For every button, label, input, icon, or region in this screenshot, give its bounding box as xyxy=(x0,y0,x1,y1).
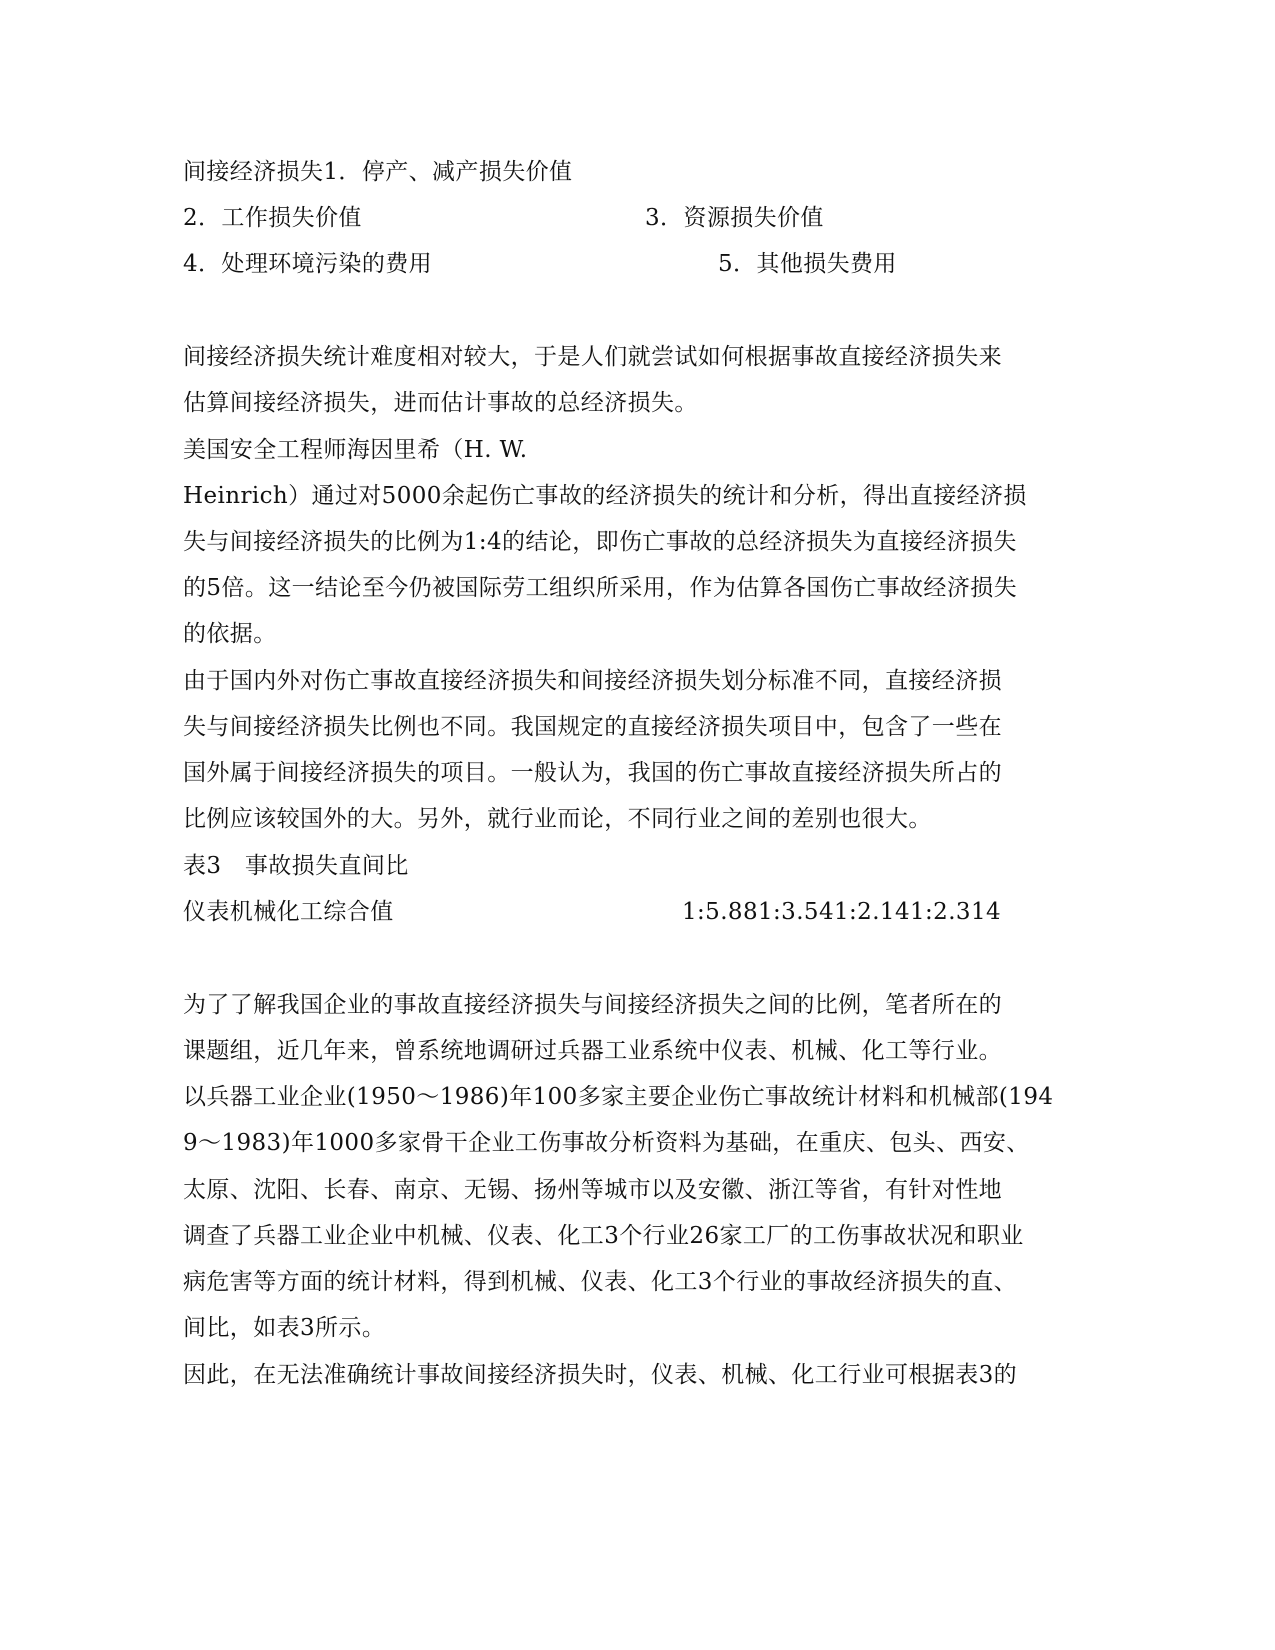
paragraph-line: 间接经济损失统计难度相对较大，于是人们就尝试如何根据事故直接经济损失来 xyxy=(183,344,1002,370)
paragraph-line: 估算间接经济损失，进而估计事故的总经济损失。 xyxy=(183,390,698,416)
paragraph-line: 的5倍。这一结论至今仍被国际劳工组织所采用，作为估算各国伤亡事故经济损失 xyxy=(183,575,1018,601)
paragraph-line: Heinrich）通过对5000余起伤亡事故的经济损失的统计和分析，得出直接经济损 xyxy=(183,483,1027,509)
list-item: 5．其他损失费用 xyxy=(718,251,897,277)
paragraph-line: 比例应该较国外的大。另外，就行业而论，不同行业之间的差别也很大。 xyxy=(183,806,932,832)
paragraph-line: 课题组，近几年来，曾系统地调研过兵器工业系统中仪表、机械、化工等行业。 xyxy=(183,1038,1002,1064)
paragraph-line: 国外属于间接经济损失的项目。一般认为，我国的伤亡事故直接经济损失所占的 xyxy=(183,760,1002,786)
table-caption: 表3 事故损失直间比 xyxy=(183,853,409,879)
paragraph-line: 病危害等方面的统计材料，得到机械、仪表、化工3个行业的事故经济损失的直、 xyxy=(183,1269,1018,1295)
paragraph-line: 9～1983)年1000多家骨干企业工伤事故分析资料为基础，在重庆、包头、西安、 xyxy=(183,1130,1030,1156)
paragraph-line: 间比，如表3所示。 xyxy=(183,1315,386,1341)
paragraph-line: 调查了兵器工业企业中机械、仪表、化工3个行业26家工厂的工伤事故状况和职业 xyxy=(183,1223,1024,1249)
list-item: 2．工作损失价值 xyxy=(183,205,362,231)
paragraph-line: 失与间接经济损失的比例为1:4的结论，即伤亡事故的总经济损失为直接经济损失 xyxy=(183,529,1017,555)
table-row-label: 仪表机械化工综合值 xyxy=(183,899,394,925)
paragraph-line: 因此，在无法准确统计事故间接经济损失时，仪表、机械、化工行业可根据表3的 xyxy=(183,1362,1018,1388)
paragraph-line: 的依据。 xyxy=(183,621,277,647)
table-row-values: 1:5.881:3.541:2.141:2.314 xyxy=(682,899,1002,925)
list-item: 4．处理环境污染的费用 xyxy=(183,251,433,277)
paragraph-line: 以兵器工业企业(1950～1986)年100多家主要企业伤亡事故统计材料和机械部(194 xyxy=(183,1084,1054,1110)
paragraph-line: 太原、沈阳、长春、南京、无锡、扬州等城市以及安徽、浙江等省，有针对性地 xyxy=(183,1177,1002,1203)
list-heading: 间接经济损失1．停产、减产损失价值 xyxy=(183,159,573,185)
list-item: 3．资源损失价值 xyxy=(645,205,824,231)
paragraph-line: 为了了解我国企业的事故直接经济损失与间接经济损失之间的比例，笔者所在的 xyxy=(183,992,1002,1018)
paragraph-line: 失与间接经济损失比例也不同。我国规定的直接经济损失项目中，包含了一些在 xyxy=(183,714,1002,740)
paragraph-line: 美国安全工程师海因里希（H. W. xyxy=(183,437,528,463)
paragraph-line: 由于国内外对伤亡事故直接经济损失和间接经济损失划分标准不同，直接经济损 xyxy=(183,668,1002,694)
